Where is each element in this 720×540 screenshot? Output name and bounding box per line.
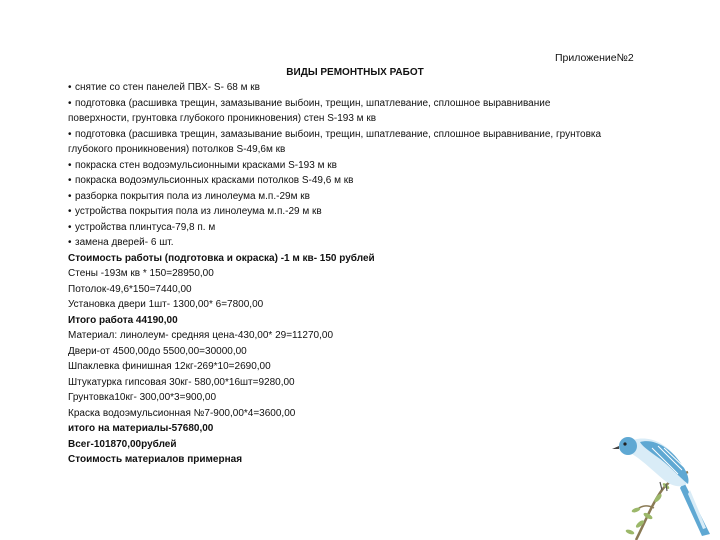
- document-body: [68, 80, 613, 468]
- work-types-list: [68, 80, 613, 251]
- appendix-label: Приложение№2: [555, 52, 634, 64]
- primer-calc: Грунтовка10кг- 300,00*3=900,00: [68, 392, 217, 403]
- work-type-item: [68, 173, 613, 189]
- work-type-text: снятие со стен панелей ПВХ- S- 68 м кв: [75, 82, 260, 93]
- grand-total: Всег-101870,00рублей: [68, 438, 177, 450]
- walls-calc: Стены -193м кв * 150=28950,00: [68, 268, 214, 279]
- bird-on-branch-illustration: [606, 424, 720, 540]
- work-cost-line: Стоимость работы (подготовка и окраска) -1 м кв- 150 рублей: [68, 252, 375, 264]
- work-type-item: [68, 189, 613, 205]
- doors-install-calc: Установка двери 1шт- 1300,00* 6=7800,00: [68, 299, 264, 310]
- bullet-marker: •: [68, 82, 72, 93]
- bullet-marker: •: [68, 128, 72, 140]
- work-type-text: устройства плинтуса-79,8 п. м: [75, 221, 216, 233]
- ceiling-calc: Потолок-49,6*150=7440,00: [68, 283, 192, 295]
- putty-calc: Шпаклевка финишная 12кг-269*10=2690,00: [68, 361, 271, 372]
- work-type-item: [68, 235, 613, 251]
- work-type-item: [68, 220, 613, 236]
- bullet-marker: •: [68, 206, 72, 217]
- document-title: ВИДЫ РЕМОНТНЫХ РАБОТ: [286, 67, 424, 78]
- work-type-item: [68, 96, 613, 127]
- bullet-marker: •: [68, 97, 72, 109]
- linoleum-calc: Материал: линолеум- средняя цена-430,00* 29=11270,00: [68, 330, 333, 341]
- work-type-text: подготовка (расшивка трещин, замазывание выбоин, трещин, шпатлевание, сплошное выравнивание поверхности, грунтовка глубокого проникновения) стен S-193 м кв: [68, 97, 551, 124]
- bullet-marker: •: [68, 237, 72, 248]
- work-total: Итого работа 44190,00: [68, 314, 178, 326]
- work-type-text: замена дверей- 6 шт.: [75, 237, 174, 248]
- work-type-text: подготовка (расшивка трещин, замазывание выбоин, трещин, шпатлевание, сплошное выравнивание, грунтовка глубокого проникновения) потолков S-49,6м кв: [68, 128, 602, 155]
- bullet-marker: •: [68, 221, 72, 233]
- paint-calc: Краска водоэмульсионная №7-900,00*4=3600,00: [68, 407, 296, 419]
- work-type-item: [68, 80, 613, 96]
- bullet-marker: •: [68, 190, 72, 202]
- bullet-marker: •: [68, 175, 72, 186]
- materials-total: итого на материалы-57680,00: [68, 423, 214, 434]
- work-type-text: устройства покрытия пола из линолеума м.п.-29 м кв: [75, 206, 322, 217]
- work-type-text: разборка покрытия пола из линолеума м.п.-29м кв: [75, 190, 310, 202]
- plaster-calc: Штукатурка гипсовая 30кг- 580,00*16шт=9280,00: [68, 376, 295, 388]
- bullet-marker: •: [68, 159, 72, 171]
- work-type-text: покраска водоэмульсионных красками потолков S-49,6 м кв: [75, 175, 354, 186]
- work-type-item: [68, 158, 613, 174]
- work-type-item: [68, 204, 613, 220]
- doors-material-calc: Двери-от 4500,00до 5500,00=30000,00: [68, 345, 247, 357]
- work-type-item: [68, 127, 613, 158]
- materials-note: Стоимость материалов примерная: [68, 454, 243, 465]
- work-type-text: покраска стен водоэмульсионными красками S-193 м кв: [75, 159, 337, 171]
